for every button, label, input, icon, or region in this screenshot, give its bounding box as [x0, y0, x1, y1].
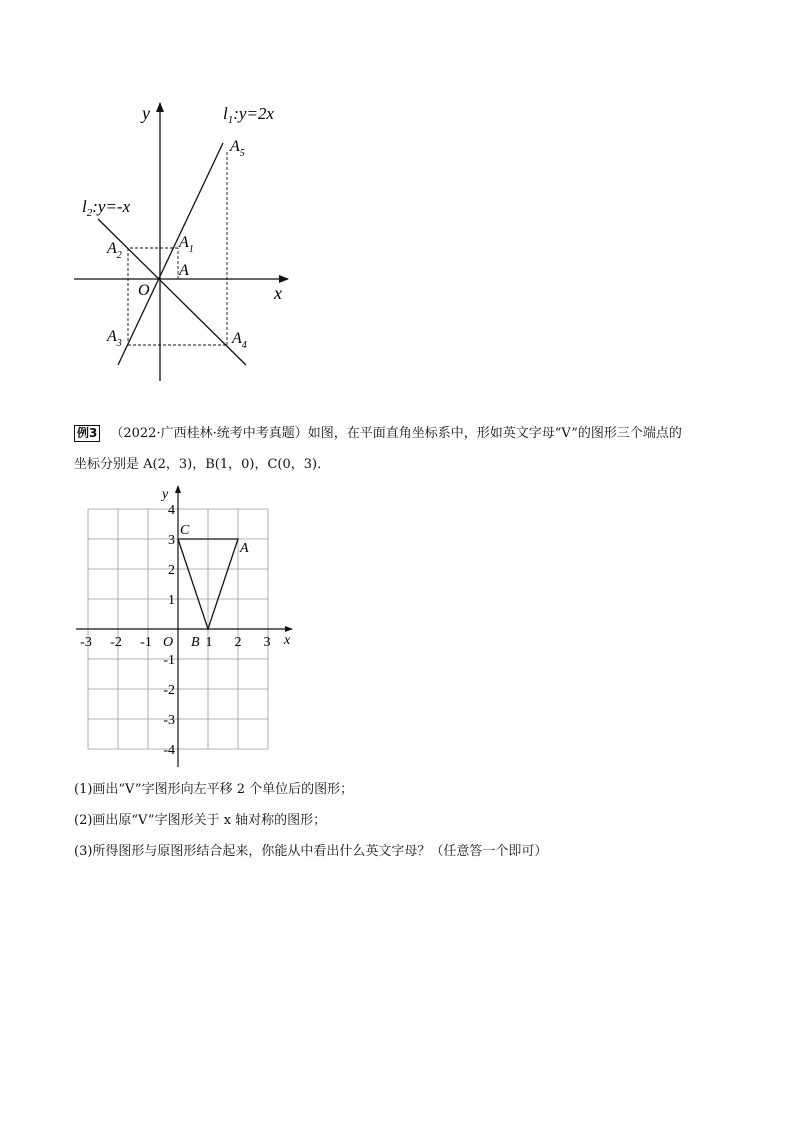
- y-tick-label: 4: [168, 503, 175, 518]
- figure-v-grid: [70, 482, 302, 772]
- y-axis-label: y: [142, 103, 150, 123]
- y-tick-label: -3: [163, 713, 175, 728]
- y-tick-label: 2: [168, 563, 175, 578]
- x-tick-label: -2: [110, 635, 122, 650]
- figure-lines-diagram: [60, 95, 310, 390]
- x-tick-label: -3: [80, 635, 92, 650]
- point-A3-label: $A_3$: [107, 328, 122, 349]
- x-tick-label: 2: [234, 635, 242, 650]
- question-2: (2)画出原“V”字图形关于 x 轴对称的图形；: [74, 813, 327, 828]
- line-l2-label: $l_2:y=-x$: [82, 197, 131, 219]
- line-l1-label: $l_1:y=2x$: [223, 104, 274, 126]
- point-A-label: A: [179, 262, 189, 279]
- point-C-label: C: [180, 523, 190, 538]
- y-tick-labels: [163, 503, 175, 758]
- point-A1-label: $A_1$: [179, 234, 194, 255]
- point-A5-label: $A_5$: [230, 138, 245, 159]
- y-tick-label: -2: [163, 683, 175, 698]
- x-axis-label: x: [284, 633, 291, 648]
- x-axis-label: x: [274, 283, 282, 303]
- y-tick-label: 3: [168, 533, 175, 548]
- x-tick-label: 3: [263, 635, 271, 650]
- example-line2: 坐标分别是 A(2，3)，B(1，0)，C(0，3)．: [74, 457, 331, 472]
- x-tick-label: -1: [140, 635, 152, 650]
- question-1: (1)画出“V”字图形向左平移 2 个单位后的图形；: [74, 782, 354, 797]
- example-line1: 如图，在平面直角坐标系中，形如英文字母“V”的图形三个端点的: [307, 426, 682, 441]
- point-A4-label: $A_4$: [232, 330, 247, 351]
- example-tag: 例3: [74, 425, 100, 442]
- question-3: (3)所得图形与原图形结合起来，你能从中看出什么英文字母？（任意答一个即可）: [74, 844, 548, 859]
- dashed-guides: [128, 152, 227, 345]
- x-tick-label: 1: [205, 635, 213, 650]
- y-axis-label: y: [162, 487, 169, 502]
- point-A2-label: $A_2$: [107, 240, 122, 261]
- example-header: [74, 424, 724, 444]
- y-tick-label: 1: [168, 593, 175, 608]
- example-source: （2022·广西桂林·统考中考真题）: [110, 426, 308, 441]
- y-tick-label: -4: [163, 743, 175, 758]
- point-B-label: B: [191, 635, 200, 650]
- y-tick-label: -1: [163, 653, 175, 668]
- point-A-label: A: [240, 541, 249, 556]
- origin-label: O: [138, 282, 150, 299]
- origin-label: O: [163, 635, 174, 650]
- x-tick-labels: [80, 635, 270, 650]
